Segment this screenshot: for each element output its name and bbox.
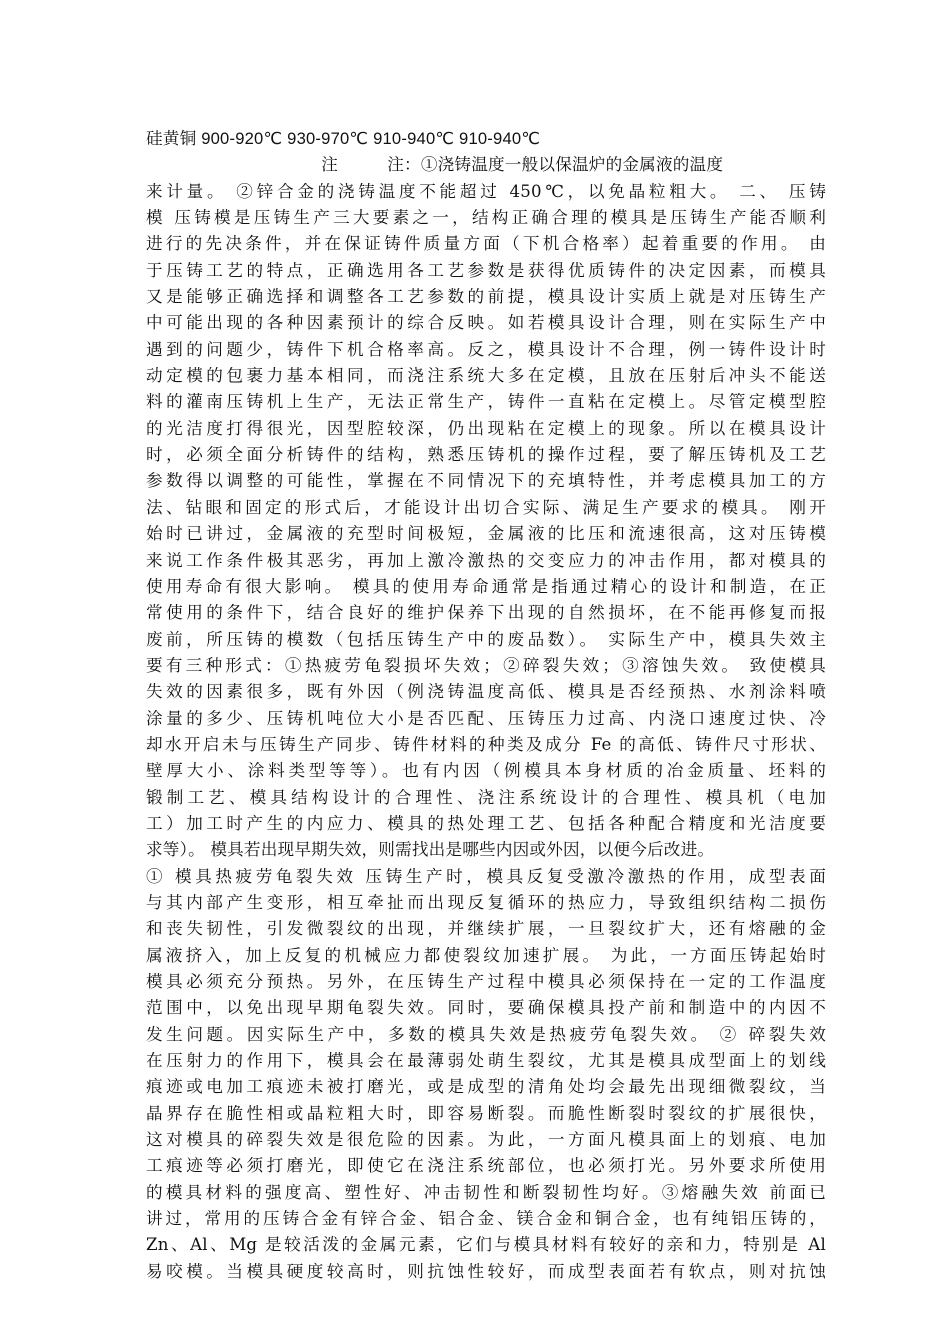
document-text-line: 于压铸工艺的特点，正确选用各工艺参数是获得优质铸件的决定因素，而模具: [146, 260, 826, 280]
document-text-line: 始时已讲过，金属液的充型时间极短，金属液的比压和流速很高，这对压铸模: [146, 524, 826, 544]
document-text-line: ① 模具热疲劳龟裂失效 压铸生产时，模具反复受激冷激热的作用，成型表面: [146, 866, 826, 886]
document-text-line: 遇到的问题少，铸件下机合格率高。反之，模具设计不合理，例一铸件设计时: [146, 339, 826, 359]
document-text-line: 晶界存在脆性相或晶粒粗大时，即容易断裂。而脆性断裂时裂纹的扩展很快，: [146, 1103, 826, 1123]
document-text-line: 使用寿命有很大影响。 模具的使用寿命通常是指通过精心的设计和制造，在正: [146, 576, 826, 596]
document-text-line: 求等）。 模具若出现早期失效，则需找出是哪些内因或外因，以便今后改进。: [146, 840, 715, 860]
document-text-line: 模 压铸模是压铸生产三大要素之一，结构正确合理的模具是压铸生产能否顺利: [146, 208, 826, 228]
document-text-line: 法、钻眼和固定的形式后，才能设计出切合实际、满足生产要求的模具。 刚开: [146, 497, 826, 517]
document-text-line: 料的灌南压铸机上生产，无法正常生产，铸件一直粘在定模上。尽管定模型腔: [146, 392, 826, 412]
document-first-line: 硅黄铜 900-920℃ 930-970℃ 910-940℃ 910-940℃: [146, 129, 541, 148]
document-text-line: 时，必须全面分析铸件的结构，熟悉压铸机的操作过程，要了解压铸机及工艺: [146, 445, 826, 465]
document-text-line: 壁厚大小、涂料类型等等）。也有内因（例模具本身材质的冶金质量、坯料的: [146, 761, 826, 781]
document-text-line: 易咬模。当模具硬度较高时，则抗蚀性较好，而成型表面若有软点，则对抗蚀: [146, 1261, 826, 1281]
document-text-line: 模具必须充分预热。另外，在压铸生产过程中模具必须保持在一定的工作温度: [146, 972, 826, 991]
document-text-line: 工）加工时产生的内应力、模具的热处理工艺、包括各种配合精度和光洁度要: [146, 813, 826, 833]
document-text-line: 范围中，以免出现早期龟裂失效。同时，要确保模具投产前和制造中的内因不: [146, 998, 826, 1018]
document-text-line: 又是能够正确选择和调整各工艺参数的前提，模具设计实质上就是对压铸生产: [146, 287, 826, 307]
document-text-line: 痕迹或电加工痕迹未被打磨光，或是成型的清角处均会最先出现细微裂纹，当: [146, 1077, 826, 1097]
document-text-line: 涂量的多少、压铸机吨位大小是否匹配、压铸压力过高、内浇口速度过快、冷: [146, 708, 826, 728]
document-text-line: 讲过，常用的压铸合金有锌合金、铝合金、镁合金和铜合金，也有纯铝压铸的，: [146, 1209, 826, 1229]
document-text-line: 工痕迹等必须打磨光，即使它在浇注系统部位，也必须打光。另外要求所使用: [146, 1156, 826, 1176]
document-text-line: 这对模具的碎裂失效是很危险的因素。为此，一方面凡模具面上的划痕、电加: [146, 1130, 826, 1150]
document-text-line: 属液挤入，加上反复的机械应力都使裂纹加速扩展。 为此，一方面压铸起始时: [146, 945, 826, 965]
document-text-line: 的光洁度打得很光，因型腔较深，仍出现粘在定模上的现象。所以在模具设计: [146, 418, 826, 438]
document-text-line: 却水开启未与压铸生产同步、铸件材料的种类及成分 Fe 的高低、铸件尺寸形状、: [146, 734, 826, 754]
document-text-line: 要有三种形式：①热疲劳龟裂损坏失效；②碎裂失效；③溶蚀失效。 致使模具: [146, 655, 826, 675]
document-text-line: 动定模的包裹力基本相同，而浇注系统大多在定模，且放在压射后冲头不能送: [146, 366, 826, 386]
document-text-line: 来说工作条件极其恶劣，再加上激冷激热的交变应力的冲击作用，都对模具的: [146, 550, 826, 570]
document-text-line: 和丧失韧性，引发微裂纹的出现，并继续扩展，一旦裂纹扩大，还有熔融的金: [146, 919, 826, 939]
document-body-text: [146, 126, 826, 1285]
document-text-line: 中可能出现的各种因素预计的综合反映。如若模具设计合理，则在实际生产中: [146, 313, 826, 333]
document-text-line: 参数得以调整的可能性，掌握在不同情况下的充填特性，并考虑模具加工的方: [146, 471, 826, 491]
document-text-line: 来计量。 ②锌合金的浇铸温度不能超过 450℃，以免晶粒粗大。 二、 压铸: [146, 181, 826, 201]
document-text-line: 锻制工艺、模具结构设计的合理性、浇注系统设计的合理性、模具机（电加: [146, 787, 826, 807]
document-text-line: 失效的因素很多，既有外因（例浇铸温度高低、模具是否经预热、水剂涂料喷: [146, 682, 826, 702]
document-text-line: 的模具材料的强度高、塑性好、冲击韧性和断裂韧性均好。③熔融失效 前面已: [146, 1182, 826, 1202]
document-text-line: 在压射力的作用下，模具会在最薄弱处萌生裂纹，尤其是模具成型面上的划线: [146, 1051, 826, 1071]
document-text-line: Zn、Al、Mg 是较活泼的金属元素，它们与模具材料有较好的亲和力，特别是 Al: [146, 1235, 826, 1255]
document-text-line: 废前，所压铸的模数（包括压铸生产中的废品数）。 实际生产中，模具失效主: [146, 629, 826, 649]
document-text-line: 发生问题。因实际生产中，多数的模具失效是热疲劳龟裂失效。 ② 碎裂失效: [146, 1024, 826, 1044]
document-text-line: 进行的先决条件，并在保证铸件质量方面（下机合格率）起着重要的作用。 由: [146, 234, 826, 254]
document-text-line: 与其内部产生变形，相互牵扯而出现反复循环的热应力，导致组织结构二损伤: [146, 892, 826, 912]
document-text-line: 注 注：①浇铸温度一般以保温炉的金属液的温度: [146, 155, 724, 175]
document-text-line: 常使用的条件下，结合良好的维护保养下出现的自然损坏，在不能再修复而报: [146, 603, 826, 623]
